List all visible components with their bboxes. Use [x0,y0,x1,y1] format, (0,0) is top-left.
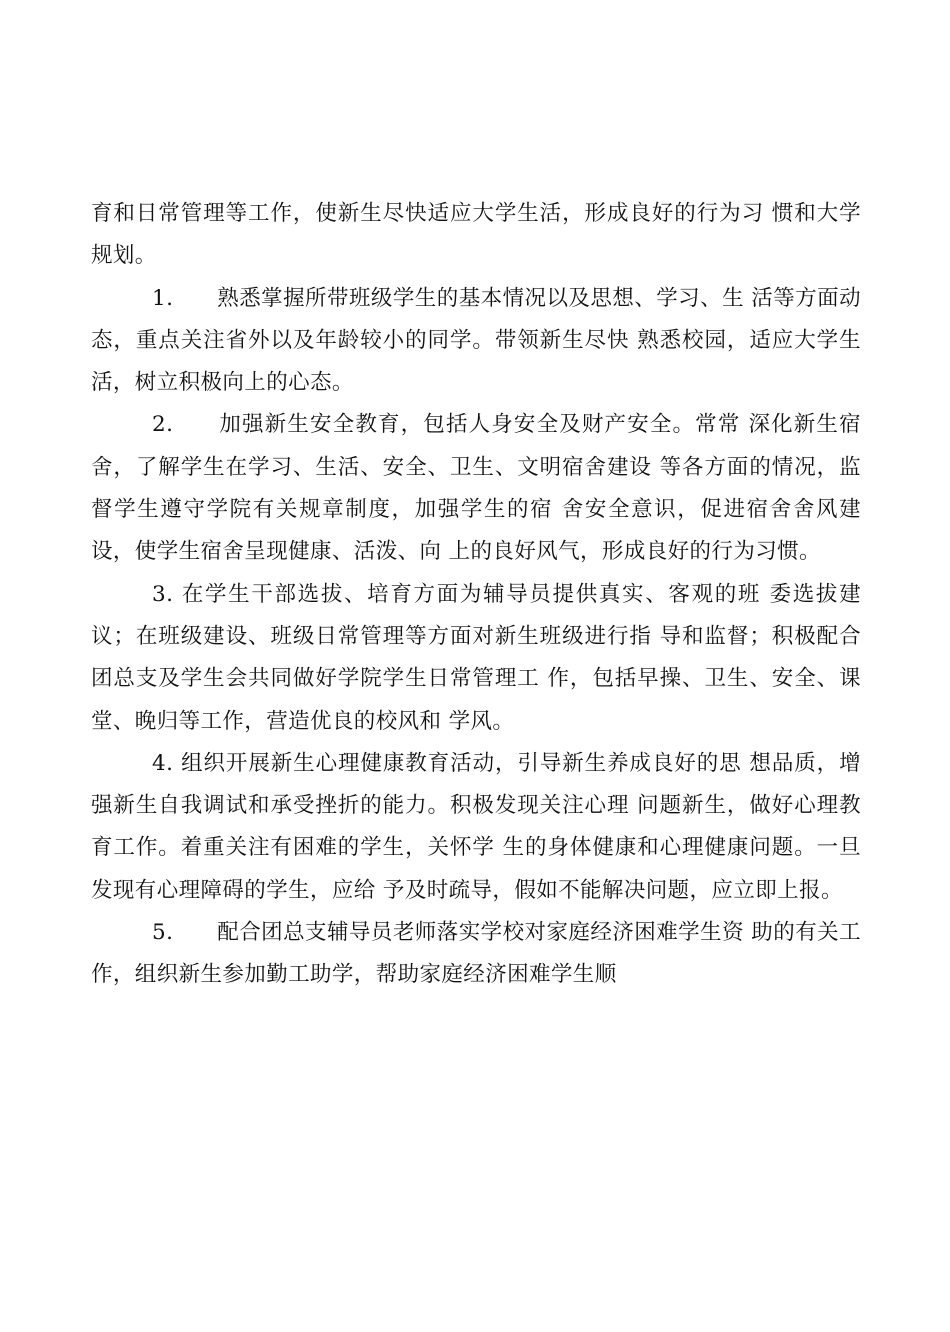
paragraph-item-4: 4. 组织开展新生心理健康教育活动，引导新生养成良好的思 想品质，增强新生自我调试和承受挫折的能力。积极发现关注心理 问题新生，做好心理教育工作。着重关注有困难的学生，关怀学 生的身体健康和心理健康问题。一旦发现有心理障碍的学生，应给 予及时疏导，假如不能解决问题，应立即上报。 [91,750,861,903]
paragraph-item-2: 2. 加强新生安全教育，包括人身安全及财产安全。常常 深化新生宿舍，了解学生在学习、生活、安全、卫生、文明宿舍建设 等各方面的情况，监督学生遵守学院有关规章制度，加强学生的宿 舍安全意识，促进宿舍舍风建设，使学生宿舍呈现健康、活泼、向 上的良好风气，形成良好的行为习惯。 [91,412,862,565]
document-body [91,193,861,997]
paragraph-item-1: 1. 熟悉掌握所带班级学生的基本情况以及思想、学习、生 活等方面动态，重点关注省外以及年龄较小的同学。带领新生尽快 熟悉校园，适应大学生活，树立积极向上的心态。 [91,285,861,396]
paragraph-item-5: 5. 配合团总支辅导员老师落实学校对家庭经济困难学生资 助的有关工作，组织新生参加勤工助学，帮助家庭经济困难学生顺 [91,920,861,988]
paragraph-continuation: 育和日常管理等工作，使新生尽快适应大学生活，形成良好的行为习 惯和大学规划。 [91,201,861,269]
paragraph-item-3: 3. 在学生干部选拔、培育方面为辅导员提供真实、客观的班 委选拔建议；在班级建设、班级日常管理等方面对新生班级进行指 导和监督；积极配合团总支及学生会共同做好学院学生日常管理工 作，包括早操、卫生、安全、课堂、晚归等工作，营造优良的校风和 学风。 [91,581,861,734]
